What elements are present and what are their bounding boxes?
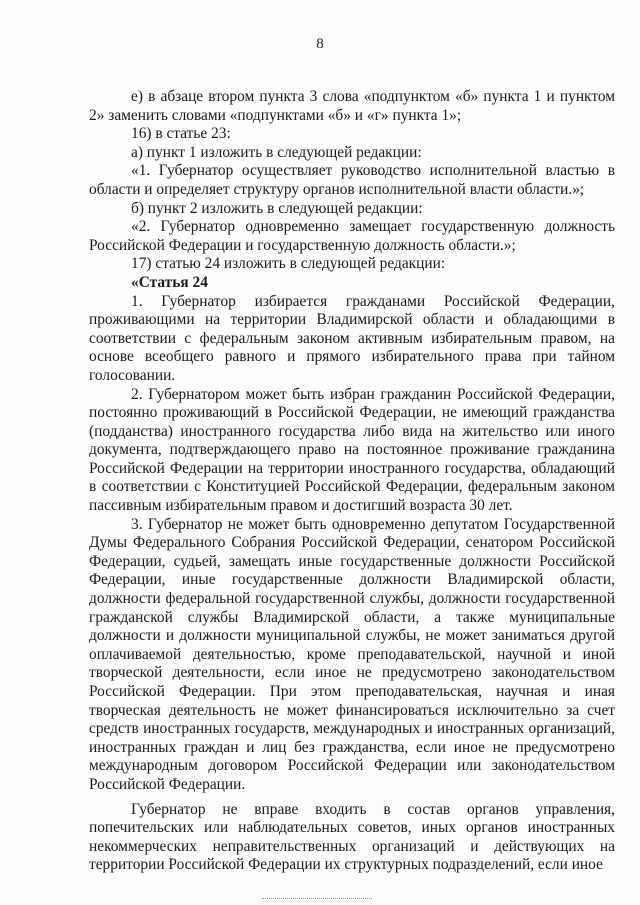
paragraph-subitem-a: а) пункт 1 изложить в следующей редакции: <box>131 143 422 161</box>
paragraph-item-16: 16) в статье 23: <box>131 125 231 143</box>
page-number: 8 <box>316 36 324 52</box>
document-body <box>89 88 615 875</box>
article-24-governor-restrictions: Губернатор не вправе входить в состав органов управления, попечительских или наблюдательных советов, иных органов иностранных некоммерческих неправительственных организаций и действующих на территории Российской Федерации их структурных подразделений, если иное <box>89 800 615 874</box>
paragraph-item-17: 17) статью 24 изложить в следующей редакции: <box>131 255 446 273</box>
scan-artifact-line <box>262 898 372 900</box>
paragraph-article23-point2: «2. Губернатор одновременно замещает государственную должность Российской Федерации и государственную должность области.»; <box>89 218 615 254</box>
paragraph-amendment-e: е) в абзаце втором пункта 3 слова «подпунктом «б» пункта 1 и пунктом 2» заменить словами «подпунктами «б» и «г» пункта 1»; <box>89 88 615 124</box>
article-24-point-3: 3. Губернатор не может быть одновременно депутатом Государственной Думы Федерального Собрания Российской Федерации, сенатором Российской Федерации, судьей, замещать иные государственные должности Российской Федерации, иные государственные должности Владимирской области, должности федеральной государственной службы, должности государственной гражданской службы Владимирской области, а также муниципальные должности и должности муниципальной службы, не может заниматься другой оплачиваемой деятельностью, кроме преподавательской, научной и иной творческой деятельности, если иное не предусмотрено законодательством Российской Федерации. При этом преподавательская, научная и иная творческая деятельность не может финансироваться исключительно за счет средств иностранных государств, международных и иностранных организаций, иностранных граждан и лиц без гражданства, если иное не предусмотрено международным договором Российской Федерации или законодательством Российской Федерации. <box>89 515 615 793</box>
paragraph-article23-point1: «1. Губернатор осуществляет руководство исполнительной властью в области и определяет структуру органов исполнительной власти области.»; <box>89 162 615 198</box>
paragraph-subitem-b: б) пункт 2 изложить в следующей редакции: <box>131 199 423 217</box>
article-24-heading: «Статья 24 <box>131 273 208 291</box>
article-24-point-1: 1. Губернатор избирается гражданами Российской Федерации, проживающими на территории Владимирской области и обладающими в соответствии с федеральным законом активным избирательным правом, на основе всеобщего равного и прямого избирательного права при тайном голосовании. <box>89 292 615 384</box>
article-24-point-2: 2. Губернатором может быть избран гражданин Российской Федерации, постоянно проживающий в Российской Федерации, не имеющий гражданства (подданства) иностранного государства либо вида на жительство или иного документа, подтверждающего право на постоянное проживание гражданина Российской Федерации на территории иностранного государства, обладающий в соответствии с Конституцией Российской Федерации, федеральным законом пассивным избирательным правом и достигший возраста 30 лет. <box>89 385 615 515</box>
